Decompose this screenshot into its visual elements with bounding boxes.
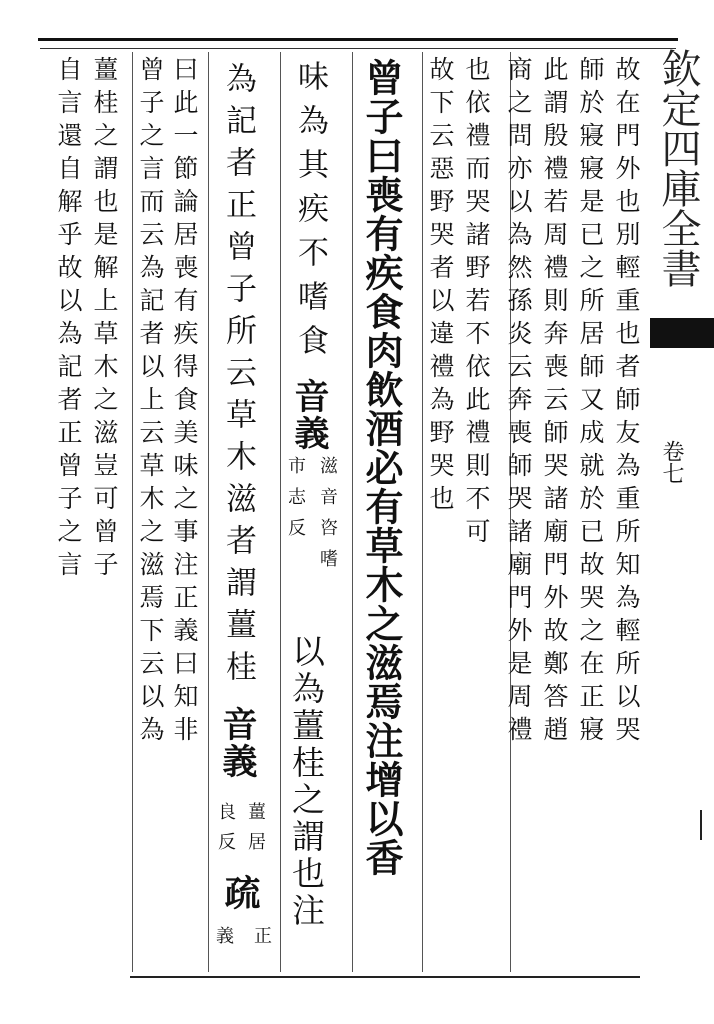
- text-column: 商之問亦以為然孫炎云奔喪師哭諸廟門外是周禮: [504, 56, 533, 749]
- top-inner-rule: [40, 48, 676, 49]
- margin-ornament: [700, 810, 714, 840]
- top-border-rule: [38, 38, 678, 41]
- column-divider: [208, 52, 209, 972]
- text-column: 薑桂之謂也是解上草木之滋豈可曾子: [90, 56, 119, 584]
- annotation-column: 薑居: [245, 802, 266, 862]
- main-text-column: 音義: [217, 706, 258, 780]
- column-divider: [352, 52, 353, 972]
- text-column: 此謂殷禮若周禮則奔喪云師哭諸廟門外故鄭答趙: [540, 56, 569, 749]
- text-column: 曰此一節論居喪有疾得食美味之事注正義曰知非: [170, 56, 199, 749]
- text-column: 自言還自解乎故以為記者正曾子之言: [54, 56, 83, 584]
- main-text-column: 疏: [219, 874, 261, 923]
- text-column: 曾子之言而云為記者以上云草木之滋焉下云以為: [136, 56, 165, 749]
- annotation-column: 市志反: [285, 456, 306, 549]
- main-text-column: 曾子曰喪有疾食肉飲酒必有草木之滋焉注增以香: [359, 58, 404, 877]
- text-column: 故下云惡野哭者以違禮為野哭也: [426, 56, 455, 518]
- column-divider: [132, 52, 133, 972]
- book-title: 欽定四庫全書: [655, 48, 701, 288]
- fish-tail-mark: [650, 318, 714, 348]
- annotation-column: 正: [251, 926, 272, 950]
- column-divider: [280, 52, 281, 972]
- annotation-column: 滋音咨嗜: [317, 456, 338, 580]
- volume-label: 卷七: [659, 440, 684, 484]
- text-column: 師於寢寢是已之所居師又成就於已故哭之在正寢: [576, 56, 605, 749]
- annotation-column: 義: [213, 926, 234, 950]
- main-text-column: 為記者正曾子所云草木滋者謂薑桂: [220, 62, 256, 692]
- annotation-column: 良反: [215, 802, 236, 862]
- text-column: 故在門外也別輕重也者師友為重所知為輕所以哭: [612, 56, 641, 749]
- main-text-column: 味為其疾不嗜食: [292, 60, 328, 368]
- bottom-border-rule: [130, 976, 640, 978]
- main-text-column: 音義: [289, 378, 330, 452]
- text-column: 也依禮而哭諸野若不依此禮則不可: [462, 56, 491, 551]
- column-divider: [422, 52, 423, 972]
- main-text-column: 以為薑桂之謂也注: [287, 634, 326, 930]
